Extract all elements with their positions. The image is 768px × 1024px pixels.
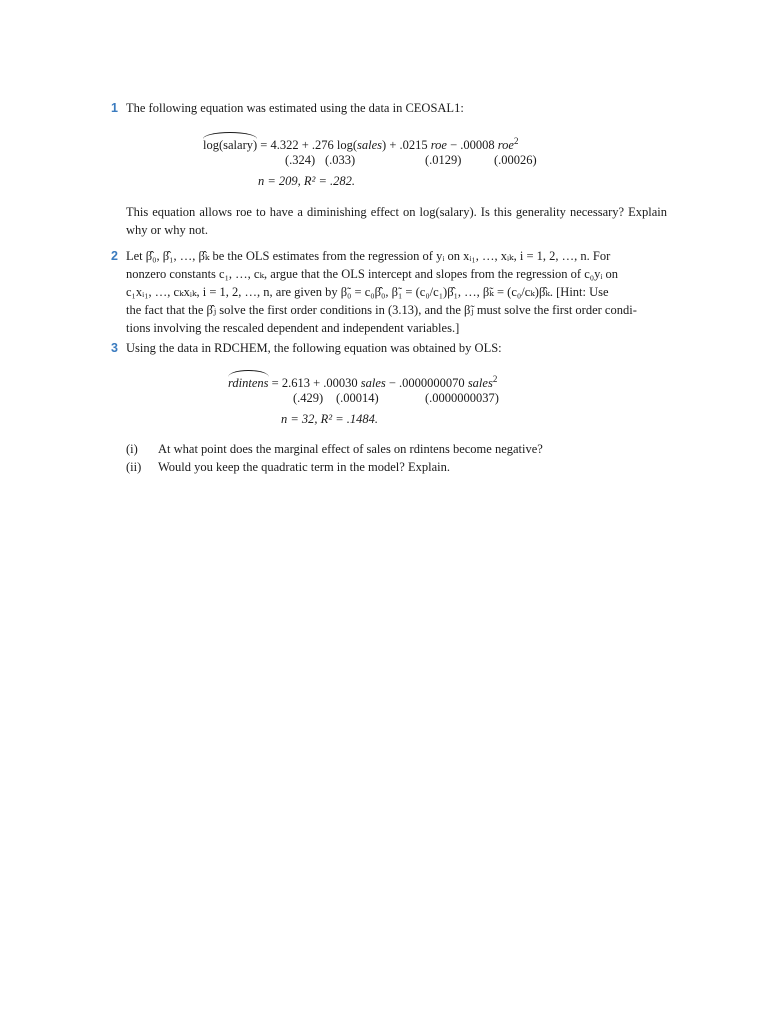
problem-2 (112, 247, 667, 337)
problem-body: This equation allows roe to have a diminishing effect on log(salary). Is this generality necessary? Explain why or why not. (126, 205, 667, 237)
problem-1-question (112, 203, 667, 239)
std-error-1: (.324) (285, 153, 316, 167)
problem-line: tions involving the rescaled dependent and independent variables.] (126, 321, 460, 335)
problem-line: the fact that the β̂ⱼ solve the first order conditions in (3.13), and the β̃ⱼ must solve the first order condi- (126, 303, 637, 317)
problem-line: nonzero constants c₁, …, cₖ, argue that the OLS intercept and slopes from the regression of c₀yᵢ on (126, 267, 619, 281)
problem-intro: The following equation was estimated using the data in CEOSAL1: (126, 101, 464, 115)
std-error-2: (.033) (325, 153, 356, 167)
problem-3 (112, 339, 667, 357)
equation-lhs: rdintens (228, 376, 269, 390)
part-text: At what point does the marginal effect of sales on rdintens become negative? (158, 442, 543, 456)
std-error-1: (.429) (293, 391, 324, 405)
std-error-4: (.00026) (494, 153, 537, 167)
std-error-3: (.0129) (425, 153, 462, 167)
problem-line: c₁xᵢ₁, …, cₖxᵢₖ, i = 1, 2, …, n, are given by β̃₀ = c₀β̂₀, β̃₁ = (c₀/c₁)β̂₁, …, β̃ₖ = (c₀/cₖ)β̂ₖ. [Hint: Use (126, 285, 609, 299)
model-stats: n = 32, R² = .1484. (281, 412, 379, 426)
std-error-3: (.0000000037) (425, 391, 499, 405)
problem-number: 1 (111, 101, 118, 115)
std-error-2: (.00014) (336, 391, 379, 405)
part-label: (i) (126, 442, 138, 456)
problem-number: 2 (111, 249, 118, 263)
problem-number: 3 (111, 341, 118, 355)
model-stats: n = 209, R² = .282. (258, 174, 356, 188)
problem-intro: Using the data in RDCHEM, the following equation was obtained by OLS: (126, 341, 502, 355)
equation-3: rdintens = 2.613 + .00030 sales − .0000000070 sales$^2$ (228, 374, 498, 390)
problem-1 (112, 99, 667, 117)
problem-line: Let β̂₀, β̂₁, …, β̂ₖ be the OLS estimates from the regression of yᵢ on xᵢ₁, …, xᵢₖ, i = 1, 2, …, n. For (126, 249, 611, 263)
equation-1: log(salary) = 4.322 + .276 log(sales) + .0215 roe − .00008 roe$^2$ (203, 136, 519, 152)
part-text: Would you keep the quadratic term in the model? Explain. (158, 460, 450, 474)
equation-lhs: log(salary) (203, 138, 258, 152)
part-label: (ii) (126, 460, 142, 474)
